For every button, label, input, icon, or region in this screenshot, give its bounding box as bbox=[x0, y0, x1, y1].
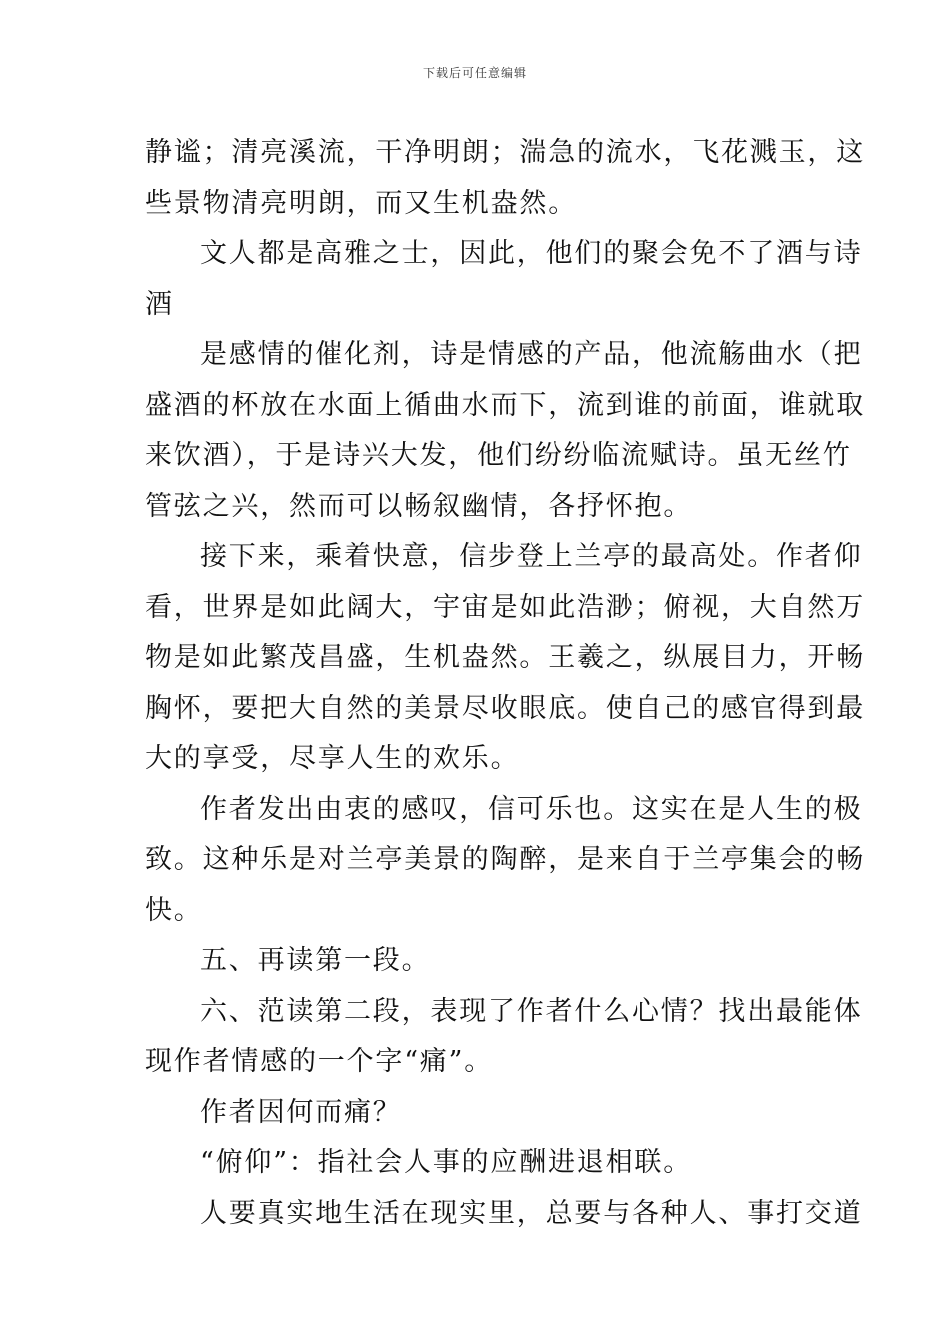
page-header: 下载后可任意编辑 bbox=[422, 66, 527, 80]
text-line: 来饮酒），于是诗兴大发，他们纷纷临流赋诗。虽无丝竹 bbox=[145, 440, 852, 471]
text-line: 胸怀，要把大自然的美景尽收眼底。使自己的感官得到最 bbox=[145, 692, 865, 724]
text-line: 管弦之兴，然而可以畅叙幽情，各抒怀抱。 bbox=[145, 490, 693, 522]
text-line: 是感情的催化剂，诗是情感的产品，他流觞曲水（把 bbox=[200, 339, 863, 370]
text-line: 些景物清亮明朗，而又生机盎然。 bbox=[145, 187, 577, 219]
text-line: 文人都是高雅之士，因此，他们的聚会免不了酒与诗 bbox=[200, 238, 863, 269]
text-line: 酒 bbox=[145, 288, 174, 320]
text-line: 作者发出由衷的感叹，信可乐也。这实在是人生的极 bbox=[200, 793, 863, 825]
text-line: “俯仰”：指社会人事的应酬进退相联。 bbox=[200, 1147, 693, 1178]
text-line: 盛酒的杯放在水面上循曲水而下，流到谁的前面，谁就取 bbox=[145, 389, 865, 421]
text-line: 物是如此繁茂昌盛，生机盎然。王羲之，纵展目力，开畅 bbox=[145, 642, 865, 673]
text-line: 接下来，乘着快意，信步登上兰亭的最高处。作者仰 bbox=[200, 541, 863, 572]
section-heading: 六、范读第二段，表现了作者什么心情？找出最能体 bbox=[200, 995, 863, 1027]
text-line: 看，世界是如此阔大，宇宙是如此浩渺；俯视，大自然万 bbox=[145, 591, 865, 623]
document-body bbox=[145, 128, 865, 1239]
section-heading: 五、再读第一段。 bbox=[200, 945, 431, 976]
text-line: 现作者情感的一个字“痛”。 bbox=[145, 1046, 494, 1077]
text-line: 大的享受，尽享人生的欢乐。 bbox=[145, 743, 520, 774]
text-line: 致。这种乐是对兰亭美景的陶醉，是来自于兰亭集会的畅 bbox=[145, 844, 865, 875]
text-line: 快。 bbox=[145, 894, 203, 926]
text-line: 静谧；清亮溪流，干净明朗；湍急的流水，飞花溅玉，这 bbox=[145, 137, 865, 168]
text-line: 作者因何而痛？ bbox=[200, 1096, 402, 1128]
text-line: 人要真实地生活在现实里，总要与各种人、事打交道 bbox=[200, 1197, 863, 1229]
